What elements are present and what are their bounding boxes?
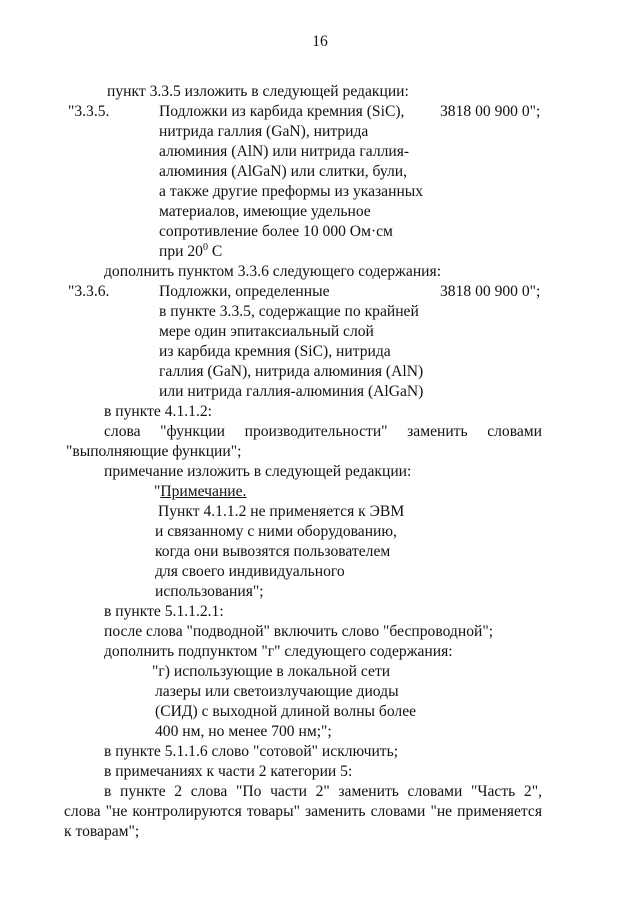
text-line: (СИД) с выходной длиной волны более: [155, 703, 417, 720]
text-line: в пункте 3.3.5, содержащие по крайней: [159, 303, 419, 320]
text-line: сопротивление более 10 000 Ом·см: [159, 223, 393, 240]
text-line: алюминия (AlGaN) или слитки, були,: [159, 163, 408, 180]
text-line: к товарам";: [64, 823, 140, 840]
quote-mark: ": [154, 483, 161, 500]
text-fragment: при 20: [159, 243, 203, 260]
text-line: в пункте 4.1.1.2:: [104, 403, 212, 420]
text-line: лазеры или светоизлучающие диоды: [155, 683, 399, 700]
item-code: "3.3.5.: [68, 103, 110, 120]
text-line: когда они вывозятся пользователем: [155, 543, 391, 560]
text-line: слова "функции производительности" заменить словами: [104, 423, 542, 440]
text-line: 400 нм, но менее 700 нм;";: [155, 723, 332, 740]
text-line: "выполняющие функции";: [66, 443, 242, 460]
text-line: слова "не контролируются товары" заменить словами "не применяется: [64, 803, 542, 820]
text-line: Подложки из карбида кремния (SiC),: [159, 103, 405, 120]
text-line: пункт 3.3.5 изложить в следующей редакции:: [107, 83, 409, 100]
text-line: после слова "подводной" включить слово "беспроводной";: [104, 623, 494, 640]
text-line: или нитрида галлия-алюминия (AlGaN): [159, 383, 424, 400]
tariff-code: 3818 00 900 0";: [440, 283, 541, 300]
text-line: мере один эпитаксиальный слой: [159, 323, 374, 340]
text-line: в пункте 2 слова "По части 2" заменить словами "Часть 2",: [104, 783, 542, 800]
text-fragment: С: [207, 243, 223, 260]
text-line: использования";: [155, 583, 264, 600]
page-number: 16: [312, 33, 328, 50]
text-line: примечание изложить в следующей редакции:: [104, 463, 412, 480]
note-heading: [154, 483, 246, 501]
text-line: дополнить пунктом 3.3.6 следующего содержания:: [104, 263, 442, 280]
note-title: Примечание.: [160, 483, 247, 500]
text-line: в примечаниях к части 2 категории 5:: [104, 763, 353, 780]
text-line: из карбида кремния (SiC), нитрида: [159, 343, 391, 360]
text-line: Подложки, определенные: [159, 283, 330, 300]
superscript-degree: 0: [202, 242, 208, 253]
item-code: "3.3.6.: [68, 283, 110, 300]
text-line: и связанному с ними оборудованию,: [155, 523, 397, 540]
text-line: для своего индивидуального: [155, 563, 345, 580]
text-line: в пункте 5.1.1.2.1:: [104, 603, 224, 620]
text-line: алюминия (AlN) или нитрида галлия-: [159, 143, 410, 160]
text-line: а также другие преформы из указанных: [159, 183, 424, 200]
text-line: в пункте 5.1.1.6 слово "сотовой" исключить;: [104, 743, 399, 760]
tariff-code: 3818 00 900 0";: [440, 103, 541, 120]
text-line: дополнить подпунктом "г" следующего содержания:: [104, 643, 453, 660]
text-line: "г) использующие в локальной сети: [152, 663, 391, 680]
text-line: нитрида галлия (GaN), нитрида: [159, 123, 369, 140]
text-line: материалов, имеющие удельное: [159, 203, 371, 220]
text-line: галлия (GaN), нитрида алюминия (AlN): [159, 363, 424, 380]
text-line: Пункт 4.1.1.2 не применяется к ЭВМ: [158, 503, 405, 520]
text-line: [159, 243, 222, 261]
